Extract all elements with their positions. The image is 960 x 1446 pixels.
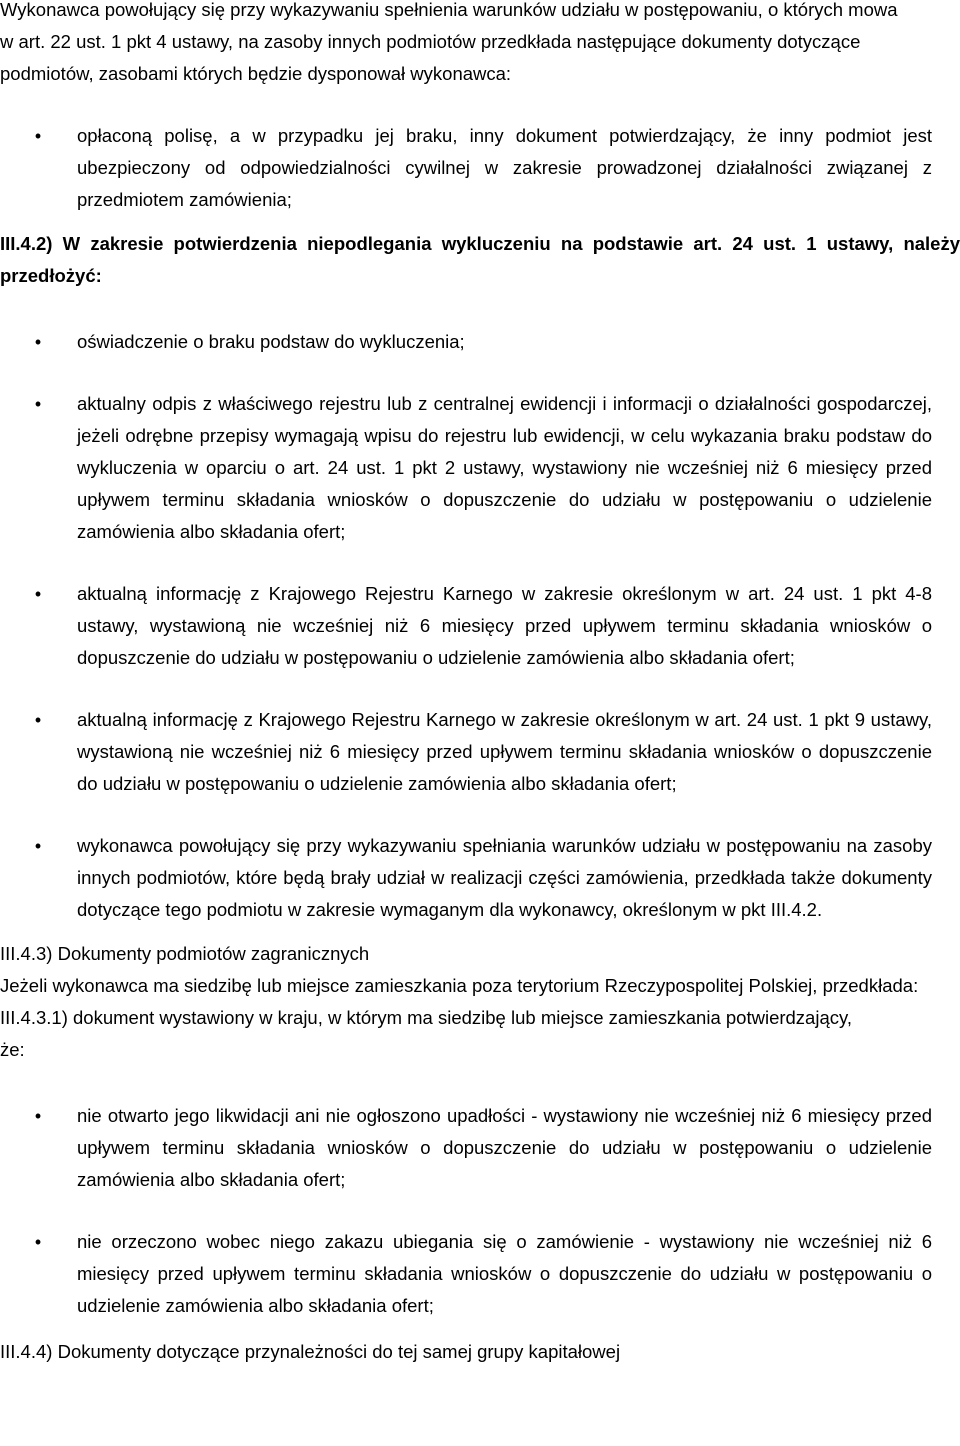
- list-item-text: opłaconą polisę, a w przypadku jej braku, inny dokument potwierdzający, że inny podmiot jest ubezpieczony od odpowiedzialności cywilnej w zakresie prowadzonej działalności związanej z przedmiotem zamówienia;: [77, 125, 932, 210]
- list-item-text: nie orzeczono wobec niego zakazu ubiegania się o zamówienie - wystawiony nie wcześniej niż 6 miesięcy przed upływem terminu składania wniosków o dopuszczenie do udziału w postępowaniu o udzielenie zamówienia albo składania ofert;: [77, 1231, 932, 1316]
- list-item-text: aktualną informację z Krajowego Rejestru Karnego w zakresie określonym w art. 24 ust. 1 pkt 9 ustawy, wystawioną nie wcześniej niż 6 miesięcy przed upływem terminu składania wniosków o dopuszczenie do udziału w postępowaniu o udzielenie zamówienia albo składania ofert;: [77, 709, 932, 794]
- section-heading-III-4-2: III.4.2) W zakresie potwierdzenia niepodlegania wykluczeniu na podstawie art. 24 ust. 1 ustawy, należy przedłożyć:: [0, 233, 960, 286]
- bullet-icon: •: [34, 126, 42, 146]
- bullet-icon: •: [34, 394, 42, 414]
- exclusion-documents-list: [0, 326, 960, 926]
- list-item-text: aktualny odpis z właściwego rejestru lub z centralnej ewidencji i informacji o działalności gospodarczej, jeżeli odrębne przepisy wymagają wpisu do rejestru lub ewidencji, w celu wykazania braku podstaw do wykluczenia w oparciu o art. 24 ust. 1 pkt 2 ustawy, wystawiony nie wcześniej niż 6 miesięcy przed upływem terminu składania wniosków o dopuszczenie do udziału w postępowaniu o udzielenie zamówienia albo składania ofert;: [77, 393, 932, 542]
- bullet-icon: •: [34, 584, 42, 604]
- section-heading-III-4-4: III.4.4) Dokumenty dotyczące przynależności do tej samej grupy kapitałowej: [0, 1341, 621, 1362]
- foreign-documents-list: [0, 1100, 960, 1322]
- list-item: [0, 1226, 960, 1322]
- bullet-icon: •: [34, 1106, 42, 1126]
- list-item-text: wykonawca powołujący się przy wykazywaniu spełniania warunków udziału w postępowaniu na zasoby innych podmiotów, które będą brały udział w realizacji części zamówienia, przedkłada także dokumenty dotyczące tego podmiotu w zakresie wymaganym dla wykonawcy, określonym w pkt III.4.2.: [77, 835, 932, 920]
- bullet-icon: •: [34, 1232, 42, 1252]
- intro-paragraph: Wykonawca powołujący się przy wykazywaniu spełnienia warunków udziału w postępowaniu, o których mowa w art. 22 ust. 1 pkt 4 ustawy, na zasoby innych podmiotów przedkłada następujące dokumenty dotyczące podmiotów, zasobami których będzie dysponował wykonawca:: [0, 0, 898, 84]
- list-item-text: nie otwarto jego likwidacji ani nie ogłoszono upadłości - wystawiony nie wcześniej niż 6 miesięcy przed upływem terminu składania wniosków o dopuszczenie do udziału w postępowaniu o udzielenie zamówienia albo składania ofert;: [77, 1105, 932, 1190]
- list-item-text: oświadczenie o braku podstaw do wykluczenia;: [77, 331, 465, 352]
- list-item: [0, 704, 960, 800]
- list-item-text: aktualną informację z Krajowego Rejestru Karnego w zakresie określonym w art. 24 ust. 1 pkt 4-8 ustawy, wystawioną nie wcześniej niż 6 miesięcy przed upływem terminu składania wniosków o dopuszczenie do udziału w postępowaniu o udzielenie zamówienia albo składania ofert;: [77, 583, 932, 668]
- list-item: [0, 1100, 960, 1196]
- bullet-icon: •: [34, 710, 42, 730]
- bullet-icon: •: [34, 836, 42, 856]
- section-heading-III-4-3: III.4.3) Dokumenty podmiotów zagranicznych: [0, 943, 370, 964]
- list-item: [0, 120, 960, 216]
- foreign-entity-paragraph: Jeżeli wykonawca ma siedzibę lub miejsce zamieszkania poza terytorium Rzeczypospolitej Polskiej, przedkłada:: [0, 975, 919, 996]
- section-III-4-3-1: III.4.3.1) dokument wystawiony w kraju, w którym ma siedzibę lub miejsce zamieszkania potwierdzający, że:: [0, 1007, 853, 1060]
- list-item: [0, 326, 960, 358]
- list-item: [0, 388, 960, 548]
- polisa-list: [0, 120, 960, 216]
- list-item: [0, 830, 960, 926]
- list-item: [0, 578, 960, 674]
- bullet-icon: •: [34, 332, 42, 352]
